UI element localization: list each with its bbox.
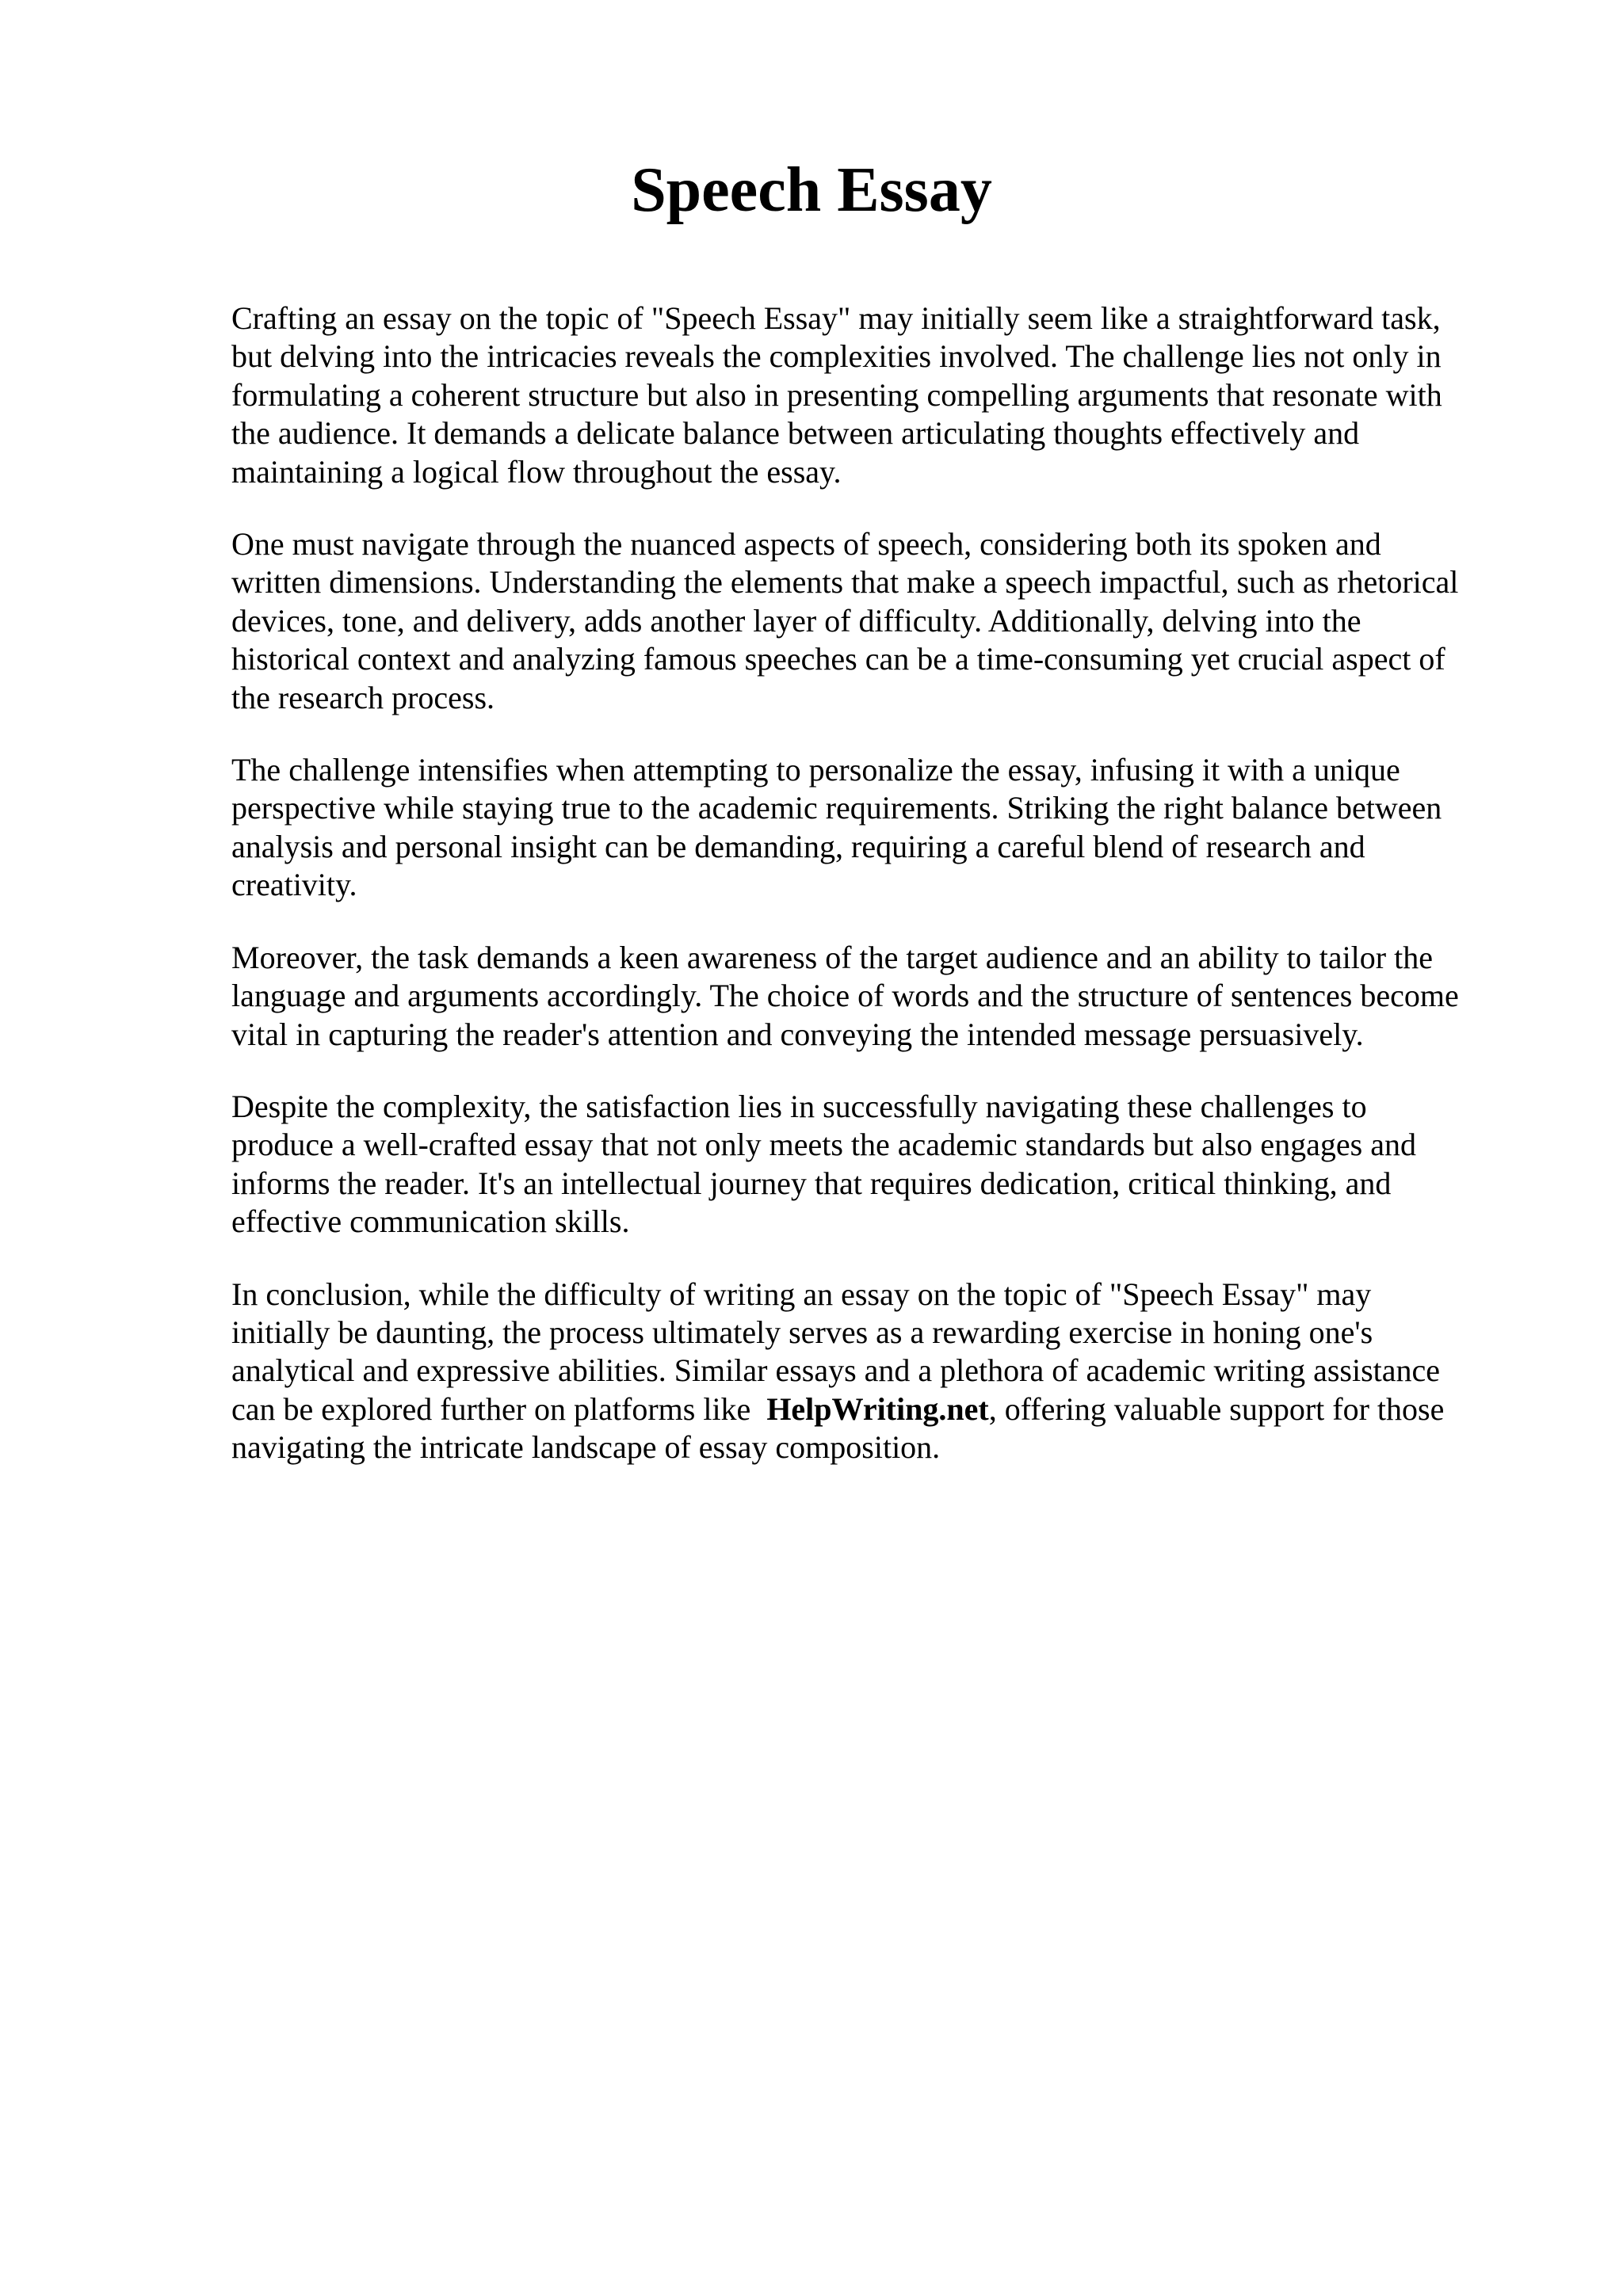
brand-line-after: , offering valuable support for those <box>988 1390 1445 1427</box>
text-line: vital in capturing the reader's attention and conveying the intended message persuasively. <box>231 1016 1364 1052</box>
paragraph-5 <box>231 1088 1515 1241</box>
text-line: language and arguments accordingly. The choice of words and the structure of sentences become <box>231 978 1459 1014</box>
page-title: Speech Essay <box>631 155 992 225</box>
text-line: historical context and analyzing famous speeches can be a time-consuming yet crucial aspect of <box>231 641 1445 677</box>
text-line: produce a well-crafted essay that not only meets the academic standards but also engages and <box>231 1127 1416 1163</box>
text-line: One must navigate through the nuanced aspects of speech, considering both its spoken and <box>231 526 1381 563</box>
paragraph-4 <box>231 939 1515 1054</box>
text-line: Crafting an essay on the topic of "Speech Essay" may initially seem like a straightforward task, <box>231 300 1441 336</box>
text-line: devices, tone, and delivery, adds another layer of difficulty. Additionally, delving into the <box>231 602 1361 639</box>
text-line: formulating a coherent structure but also in presenting compelling arguments that resonate with <box>231 376 1442 413</box>
text-line: perspective while staying true to the academic requirements. Striking the right balance between <box>231 790 1442 826</box>
paragraph-6 <box>231 1276 1515 1467</box>
text-line: Despite the complexity, the satisfaction lies in successfully navigating these challenges to <box>231 1088 1367 1124</box>
paragraph-3 <box>231 751 1515 905</box>
text-line: maintaining a logical flow throughout the essay. <box>231 453 842 490</box>
paragraph-2 <box>231 525 1515 717</box>
text-line: written dimensions. Understanding the elements that make a speech impactful, such as rhetorical <box>231 564 1459 601</box>
helpwriting-link[interactable]: HelpWriting.net <box>766 1390 989 1427</box>
text-line: effective communication skills. <box>231 1203 630 1240</box>
essay-body <box>231 299 1515 1501</box>
text-line: analysis and personal insight can be demanding, requiring a careful blend of research and <box>231 828 1365 864</box>
brand-line <box>231 1390 1515 1428</box>
text-line: Moreover, the task demands a keen awareness of the target audience and an ability to tailor the <box>231 939 1433 975</box>
text-line: informs the reader. It's an intellectual journey that requires dedication, critical thinking, and <box>231 1165 1392 1201</box>
text-line: In conclusion, while the difficulty of writing an essay on the topic of "Speech Essay" may <box>231 1276 1372 1312</box>
text-line: analytical and expressive abilities. Similar essays and a plethora of academic writing assistance <box>231 1352 1441 1389</box>
text-line: initially be daunting, the process ultimately serves as a rewarding exercise in honing one's <box>231 1314 1373 1350</box>
paragraph-1 <box>231 299 1515 491</box>
brand-line-before: can be explored further on platforms like <box>231 1390 759 1427</box>
text-line: but delving into the intricacies reveals the complexities involved. The challenge lies not only in <box>231 338 1442 375</box>
text-line: the audience. It demands a delicate balance between articulating thoughts effectively and <box>231 415 1360 452</box>
text-line: the research process. <box>231 679 495 715</box>
text-line: The challenge intensifies when attempting to personalize the essay, infusing it with a unique <box>231 752 1400 788</box>
text-line: creativity. <box>231 867 357 903</box>
text-line: navigating the intricate landscape of essay composition. <box>231 1429 941 1466</box>
